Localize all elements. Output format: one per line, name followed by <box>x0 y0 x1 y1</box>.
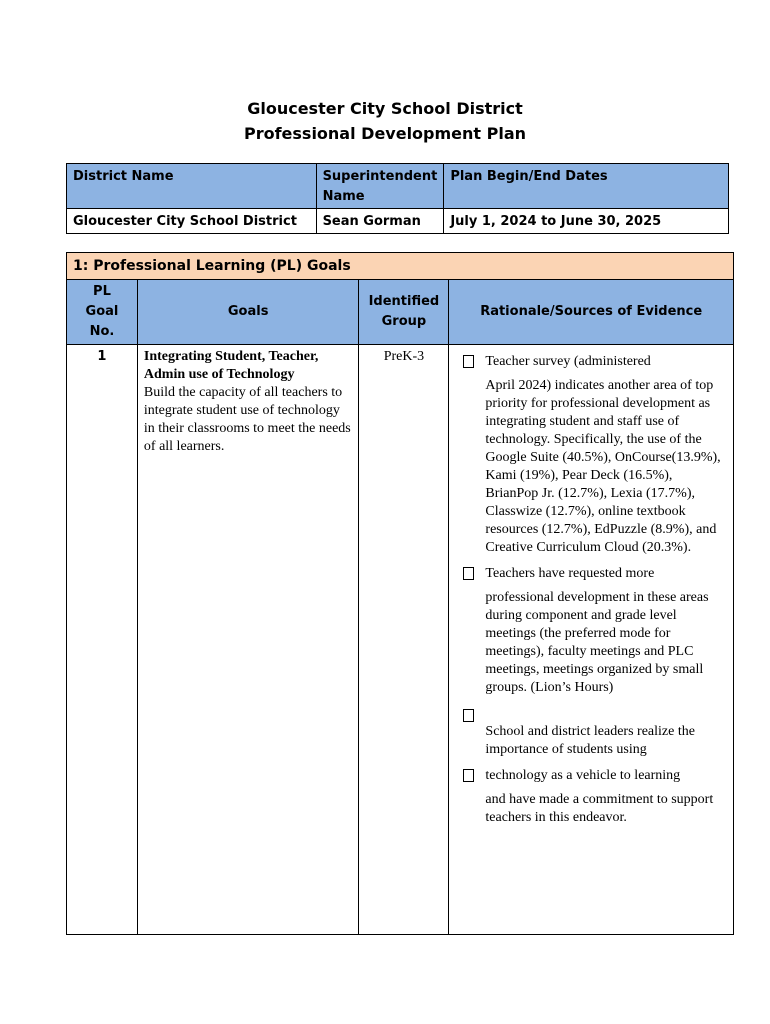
checkbox-bullet-icon <box>463 567 474 580</box>
page-title <box>0 96 770 146</box>
goal-no-header <box>67 280 138 345</box>
list-item <box>485 705 723 759</box>
rationale-first-line: Teachers have requested more <box>485 566 655 581</box>
superintendent-header-line2: Name <box>322 189 365 204</box>
checkbox-bullet-icon <box>463 709 474 722</box>
identified-group-header <box>359 280 449 345</box>
title-line-2: Professional Development Plan <box>243 124 527 143</box>
rationale-text: professional development in these areas during component and grade level meetings (the preferred mode for meetings), faculty meetings and PLC meetings, meetings organized by small groups. (Lion’s Hours) <box>485 590 709 695</box>
goals-header: Goals <box>137 280 359 345</box>
section-title: 1: Professional Learning (PL) Goals <box>67 253 734 280</box>
plan-dates-header: Plan Begin/End Dates <box>444 164 729 209</box>
title-line-1: Gloucester City School District <box>247 99 523 118</box>
rationale-text: April 2024) indicates another area of top priority for professional development as integrating student and staff use of technology. Specifically, the use of the Google Suite (40.5%), OnCourse(13.9%), Kami (19%), Pear Deck (16.5%), BrianPop Jr. (12.7%), Lexia (17.7%), Classwize (12.7%), online textbook resources (12.7%), EdPuzzle (8.9%), and Creative Curriculum Cloud (20.3%). <box>485 378 721 555</box>
rationale-first-line: Teacher survey (administered <box>485 354 651 369</box>
rationale-text: and have made a commitment to support teachers in this endeavor. <box>485 792 714 825</box>
identified-group-header-line2: Group <box>381 314 427 329</box>
rationale-text: School and district leaders realize the importance of students using <box>485 724 695 757</box>
rationale-first-line: technology as a vehicle to learning <box>485 768 681 783</box>
district-name-value: Gloucester City School District <box>67 209 317 234</box>
rationale-header: Rationale/Sources of Evidence <box>449 280 734 345</box>
identified-group: PreK-3 <box>359 345 449 935</box>
identified-group-header-line1: Identified <box>368 294 440 309</box>
superintendent-header-line1: Superintendent <box>322 169 438 184</box>
goal-title: Integrating Student, Teacher, Admin use of Technology <box>143 349 319 382</box>
plan-dates-value: July 1, 2024 to June 30, 2025 <box>444 209 729 234</box>
goal-no-header-line2: Goal <box>85 304 119 319</box>
district-info-table <box>66 163 729 234</box>
list-item <box>485 353 723 557</box>
district-name-header: District Name <box>67 164 317 209</box>
goals-table <box>66 252 734 935</box>
goal-no-header-line3: No. <box>89 324 115 339</box>
checkbox-bullet-icon <box>463 355 474 368</box>
list-item <box>485 565 723 697</box>
goal-cell <box>137 345 359 935</box>
table-row <box>67 345 734 935</box>
goal-text: Build the capacity of all teachers to integrate student use of technology in their classrooms to meet the needs of all learners. <box>143 385 351 454</box>
goal-number: 1 <box>67 345 138 935</box>
rationale-cell <box>449 345 734 935</box>
checkbox-bullet-icon <box>463 769 474 782</box>
list-item <box>485 767 723 827</box>
superintendent-header <box>316 164 444 209</box>
goal-no-header-line1: PL <box>93 284 111 299</box>
superintendent-value: Sean Gorman <box>316 209 444 234</box>
